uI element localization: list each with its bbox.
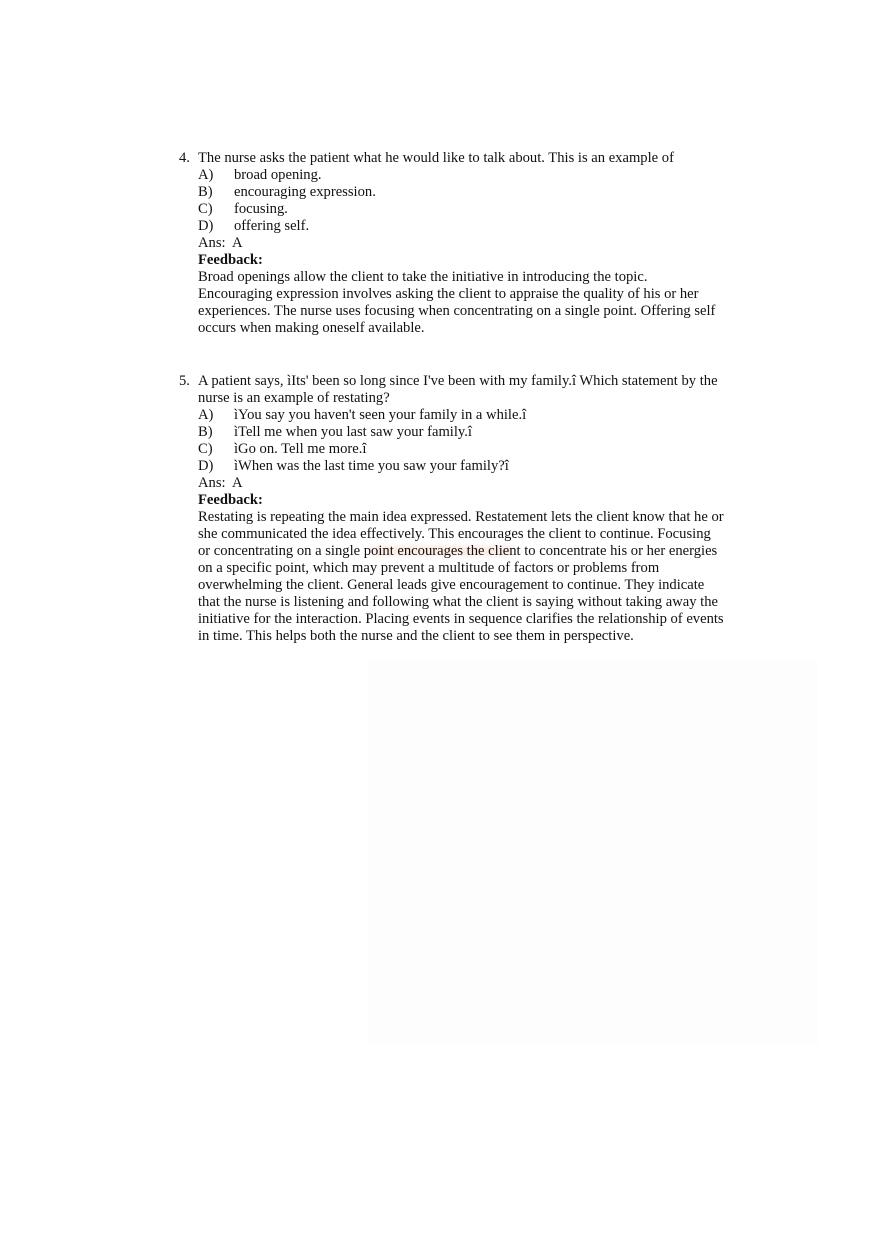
option-b	[198, 184, 724, 201]
option-letter: D)	[198, 218, 214, 234]
option-letter: B)	[198, 184, 213, 200]
question-5	[179, 373, 724, 645]
option-b	[198, 424, 724, 441]
question-stem: The nurse asks the patient what he would like to talk about. This is an example of	[198, 150, 674, 166]
option-text: encouraging expression.	[234, 184, 376, 200]
option-letter: C)	[198, 441, 213, 457]
answer: Ans: A	[198, 235, 243, 251]
option-a	[198, 167, 724, 184]
question-4	[179, 150, 724, 337]
feedback-label: Feedback:	[198, 252, 263, 268]
feedback-label: Feedback:	[198, 492, 263, 508]
option-c	[198, 441, 724, 458]
option-text: ìTell me when you last saw your family.î	[234, 424, 472, 440]
option-letter: B)	[198, 424, 213, 440]
option-letter: C)	[198, 201, 213, 217]
feedback-text: Restating is repeating the main idea expressed. Restatement lets the client know that he or she communicated the idea effectively. This encourages the client to continue. Focusing or concentrating on a single point encourages the client to concentrate his or her energies on a specific point, which may prevent a multitude of factors or problems from overwhelming the client. General leads give encouragement to continue. They indicate that the nurse is listening and following what the client is saying without taking away the initiative for the interaction. Placing events in sequence clarifies the relationship of events in time. This helps both the nurse and the client to see them in perspective.	[198, 509, 724, 644]
option-text: ìWhen was the last time you saw your family?î	[234, 458, 509, 474]
option-c	[198, 201, 724, 218]
feedback-text: Broad openings allow the client to take the initiative in introducing the topic. Encouraging expression involves asking the client to appraise the quality of his or her experiences. The nurse uses focusing when concentrating on a single point. Offering self occurs when making oneself available.	[198, 269, 716, 336]
option-text: ìYou say you haven't seen your family in a while.î	[234, 407, 527, 423]
option-text: ìGo on. Tell me more.î	[234, 441, 367, 457]
option-text: offering self.	[234, 218, 310, 234]
question-number: 4.	[179, 150, 190, 166]
option-letter: A)	[198, 167, 214, 183]
option-letter: A)	[198, 407, 214, 423]
page-shading	[368, 660, 818, 1045]
option-letter: D)	[198, 458, 214, 474]
option-d	[198, 458, 724, 475]
option-text: focusing.	[234, 201, 288, 217]
option-d	[198, 218, 724, 235]
question-number: 5.	[179, 373, 190, 389]
question-stem: A patient says, ìIts' been so long since I've been with my family.î Which statement by the nurse is an example of restating?	[198, 373, 718, 406]
answer: Ans: A	[198, 475, 243, 491]
option-text: broad opening.	[234, 167, 322, 183]
option-a	[198, 407, 724, 424]
